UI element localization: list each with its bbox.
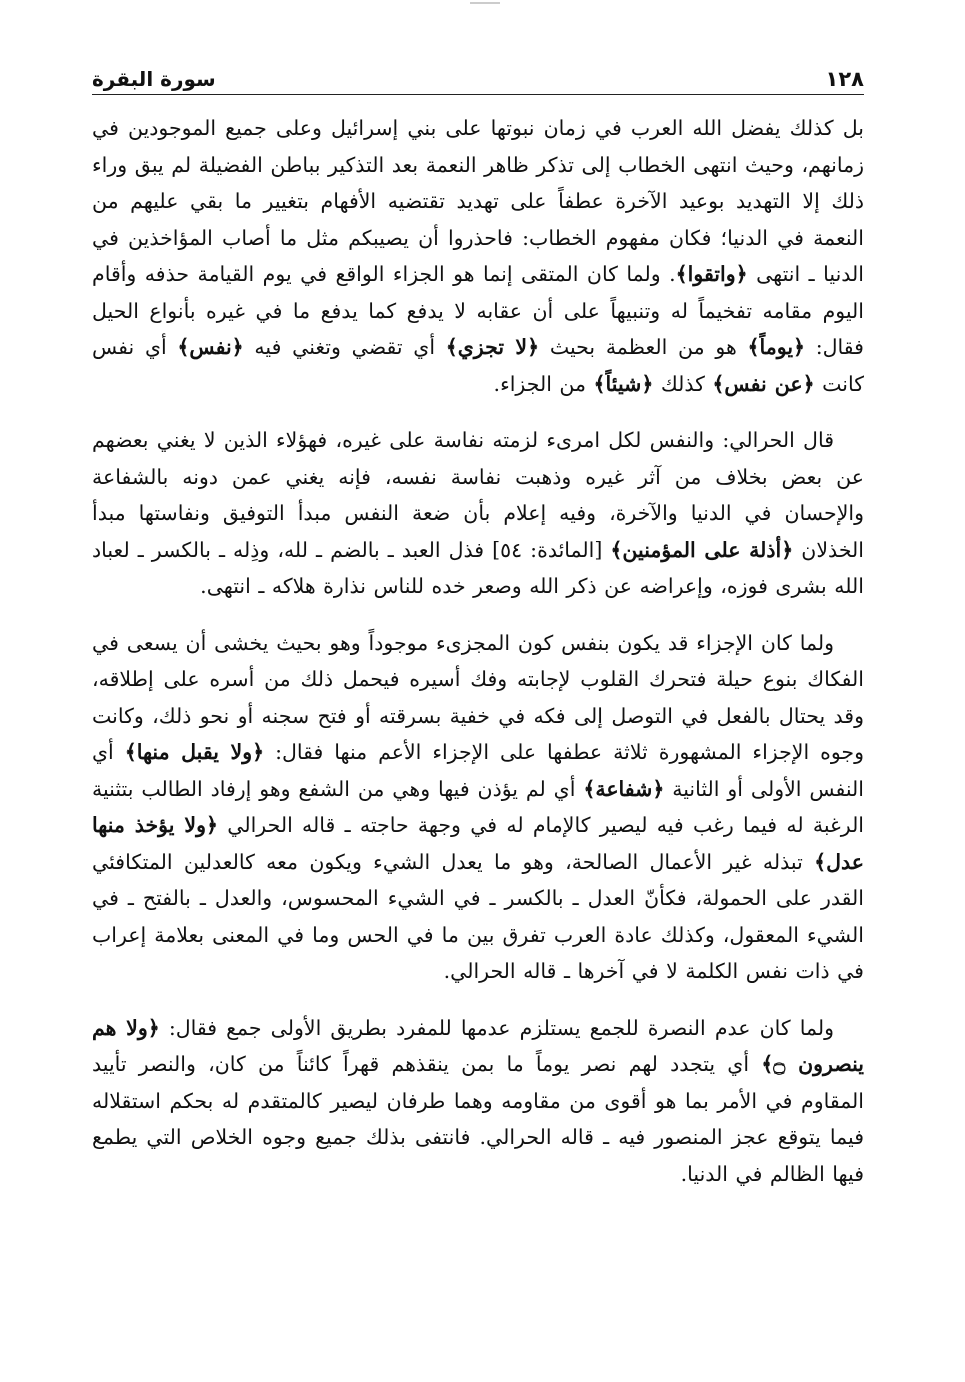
text-segment: كذلك <box>653 371 713 396</box>
quran-quote: ﴿ولا يؤخذ منها عدل﴾ <box>92 813 864 874</box>
quran-quote: ﴿لا تجزي﴾ <box>445 335 540 359</box>
page-header <box>92 62 864 95</box>
quran-quote: ﴿عن نفس﴾ <box>712 371 815 396</box>
text-segment: تبذله غير الأعمال الصالحة، وهو ما يعدل الشيء ويكون معه كالعدلين المتكافئي القدر على الحمولة، فكأنّ العدل ـ بالكسر ـ في الشيء المحسوس، والعدل ـ بالفتح ـ في الشيء المعقول، وكذلك عادة العرب تفرق بين ما في الحس وما في المعنى بعلامة إعراب في ذات نفس الكلمة لا في آخرها ـ قاله الحرالي. <box>92 849 864 983</box>
quran-quote: ﴿أذلة على المؤمنين﴾ <box>610 537 794 562</box>
quran-quote: ﴿يوماً﴾ <box>747 335 806 359</box>
text-segment: [المائدة: ٥٤] فذل العبد ـ بالضم ـ لله، وذِله ـ بالكسر ـ لعباد الله بشرى فوزه، وإعراضه عن ذكر الله وصعر خده للناس نذارة هلاكه ـ انتهى. <box>92 537 864 598</box>
paragraph-1 <box>92 110 864 402</box>
page-body <box>92 110 864 1212</box>
quran-quote: ﴿نفس﴾ <box>177 335 244 359</box>
text-segment: ولما كان الإجزاء قد يكون بنفس كون المجزىء موجوداً وهو بحيث يخشى أن يسعى في الفكاك بنوع حيلة فتحرك القلوب لإجابته وفك أسيره فيحمل ذلك من أسره على إطلاقه، وقد يحتال بالفعل في التوصل إلى فكه في خفية بسرقته أو فتح سجنه أو نحو ذلك، وكانت وجوه الإجزاء المشهورة ثلاثة عطفها على الإجزاء الأعم منها فقال: <box>92 630 864 764</box>
quran-quote: ﴿ولا هم ينصرون ۝﴾ <box>92 1015 865 1076</box>
quran-quote: ﴿واتقوا﴾ <box>675 262 748 286</box>
text-segment: أي النفس الأولى أو الثانية <box>92 740 864 801</box>
text-segment: أي نفس كانت <box>92 335 864 396</box>
text-segment: من الجزاء. <box>493 371 594 396</box>
text-segment: . ولما كان المتقى إنما هو الجزاء الواقع في يوم القيامة حذفه وأقام اليوم مقامه تفخيماً له وتنبيهاً على أن عقابه لا يدفع كما يدفع ما في غيره بأنواع الحيل فقال: <box>92 262 864 359</box>
text-segment: ولما كان عدم النصرة للجمع يستلزم عدمها للمفرد بطريق الأولى جمع فقال: <box>159 1015 834 1040</box>
text-segment: أي تقضي وتغني فيه <box>243 335 446 359</box>
quran-quote: ﴿شفاعة﴾ <box>583 776 665 801</box>
text-segment: أي لم يؤذن فيها وهي من الشفع وهو إرفاد الطالب بتثنية الرغبة له فيما رغب فيه ليصير كالإمام له في وجهة حاجته ـ قاله الحرالي <box>92 776 865 837</box>
quran-quote: ﴿ولا يقبل منها﴾ <box>124 740 265 764</box>
text-segment: هو من العظمة بحيث <box>539 335 748 359</box>
paragraph-2 <box>92 422 864 605</box>
surah-name: سورة البقرة <box>92 67 216 91</box>
paragraph-4 <box>92 1010 864 1193</box>
page-number: ١٢٨ <box>825 67 864 91</box>
quran-quote: ﴿شيئاً﴾ <box>593 371 654 396</box>
text-segment: قال الحرالي: والنفس لكل امرىء لزمته نفاسة على غيره، فهؤلاء الذين لا يغني بعضهم عن بعض بخلاف من آثر غيره وذهبت نفاسة نفسه، فإنه يغني عمن دونه بالشفاعة والإحسان في الدنيا والآخرة، وفيه إعلام بأن ضعة النفس مبدأ التوفيق ونفاستها مبدأ الخذلان <box>92 428 864 562</box>
scan-mark <box>470 2 500 4</box>
paragraph-3 <box>92 625 864 990</box>
text-segment: أي يتجدد لهم نصر يوماً ما بمن ينقذهم قهراً كائناً من كان، والنصر تأييد المقاوم في الأمر بما هو أقوى من مقاومه وهما طرفان ليصير كالمتقدم له بحكم استقلاله فيما يتوقع عجز المنصور فيه ـ قاله الحرالي. فانتفى بذلك جميع وجوه الخلاص التي يطمع فيها الظالم في الدنيا. <box>92 1052 864 1186</box>
text-segment: بل كذلك يفضل الله العرب في زمان نبوتها على بني إسرائيل وعلى جميع الموجودين في زمانهم، وحيث انتهى الخطاب إلى تذكر ظاهر النعمة بعد التذكير بباطن الفضيلة لم يبق وراء ذلك إلا التهديد بوعيد الآخرة عطفاً على تهديد تقتضيه الأفهام بتغيير ما بقي عليهم من النعمة في الدنيا؛ فكان مفهوم الخطاب: فاحذروا أن يصيبكم مثل ما أصاب المؤاخذين في الدنيا ـ انتهى <box>92 116 864 286</box>
